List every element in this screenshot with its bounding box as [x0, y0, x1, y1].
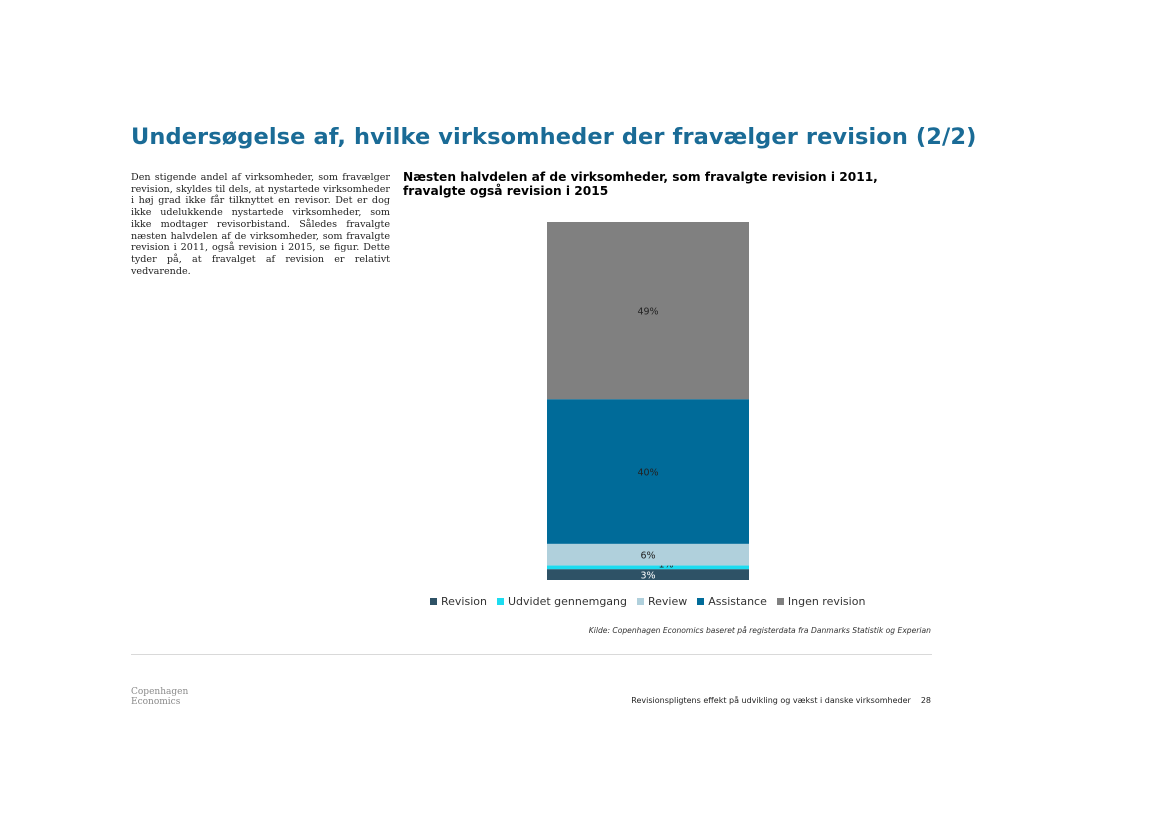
page-number: 28: [920, 696, 931, 705]
data-label-revision: 3%: [640, 570, 656, 582]
data-label-ingen-revision: 49%: [637, 306, 659, 318]
legend-swatch: [430, 598, 437, 605]
logo-line-2: Economics: [131, 697, 181, 707]
company-logo: [131, 687, 188, 707]
footer-text: Revisionspligtens effekt på udvikling og vækst i danske virksomheder: [631, 696, 911, 705]
legend-label: Revision: [441, 595, 487, 608]
legend-item-ingen-revision: [777, 595, 866, 608]
page-title: Undersøgelse af, hvilke virksomheder der fravælger revision (2/2): [131, 124, 977, 150]
legend-swatch: [497, 598, 504, 605]
data-label-review: 6%: [640, 550, 656, 562]
legend-swatch: [697, 598, 704, 605]
chart-legend: [430, 595, 865, 608]
body-text: Den stigende andel af virksomheder, som fravælger revision, skyldes til dels, at nystartede virksomheder i høj grad ikke får tilknyttet en revisor. Det er dog ikke udelukkende nystartede virksomheder, som ikke modtager revisorbistand. Således fravalgte næsten halvdelen af de virksomheder, som fravalgte revision i 2011, også revision i 2015, se figur. Dette tyder på, at fravalget af revision er relativt vedvarende.: [131, 172, 390, 277]
footer-divider: [131, 654, 932, 655]
data-label-assistance: 40%: [637, 467, 659, 479]
legend-item-review: [637, 595, 687, 608]
legend-label: Ingen revision: [787, 595, 866, 608]
source-note: Kilde: Copenhagen Economics baseret på registerdata fra Danmarks Statistik og Experian: [588, 626, 931, 635]
legend-item-assistance: [697, 595, 767, 608]
legend-swatch: [777, 598, 784, 605]
legend-label: Udvidet gennemgang: [507, 595, 627, 608]
logo-line-1: Copenhagen: [131, 687, 189, 697]
legend-label: Review: [648, 595, 688, 608]
chart-title: Næsten halvdelen af de virksomheder, som fravalgte revision i 2011, fravalgte også revision i 2015: [403, 170, 878, 198]
footer: [631, 696, 931, 705]
bar-segment-udvidet-gennemgang: [547, 566, 749, 570]
legend-swatch: [637, 598, 644, 605]
legend-item-revision: [430, 595, 487, 608]
legend-label: Assistance: [708, 595, 767, 608]
legend-item-udvidet-gennemgang: [497, 595, 627, 608]
